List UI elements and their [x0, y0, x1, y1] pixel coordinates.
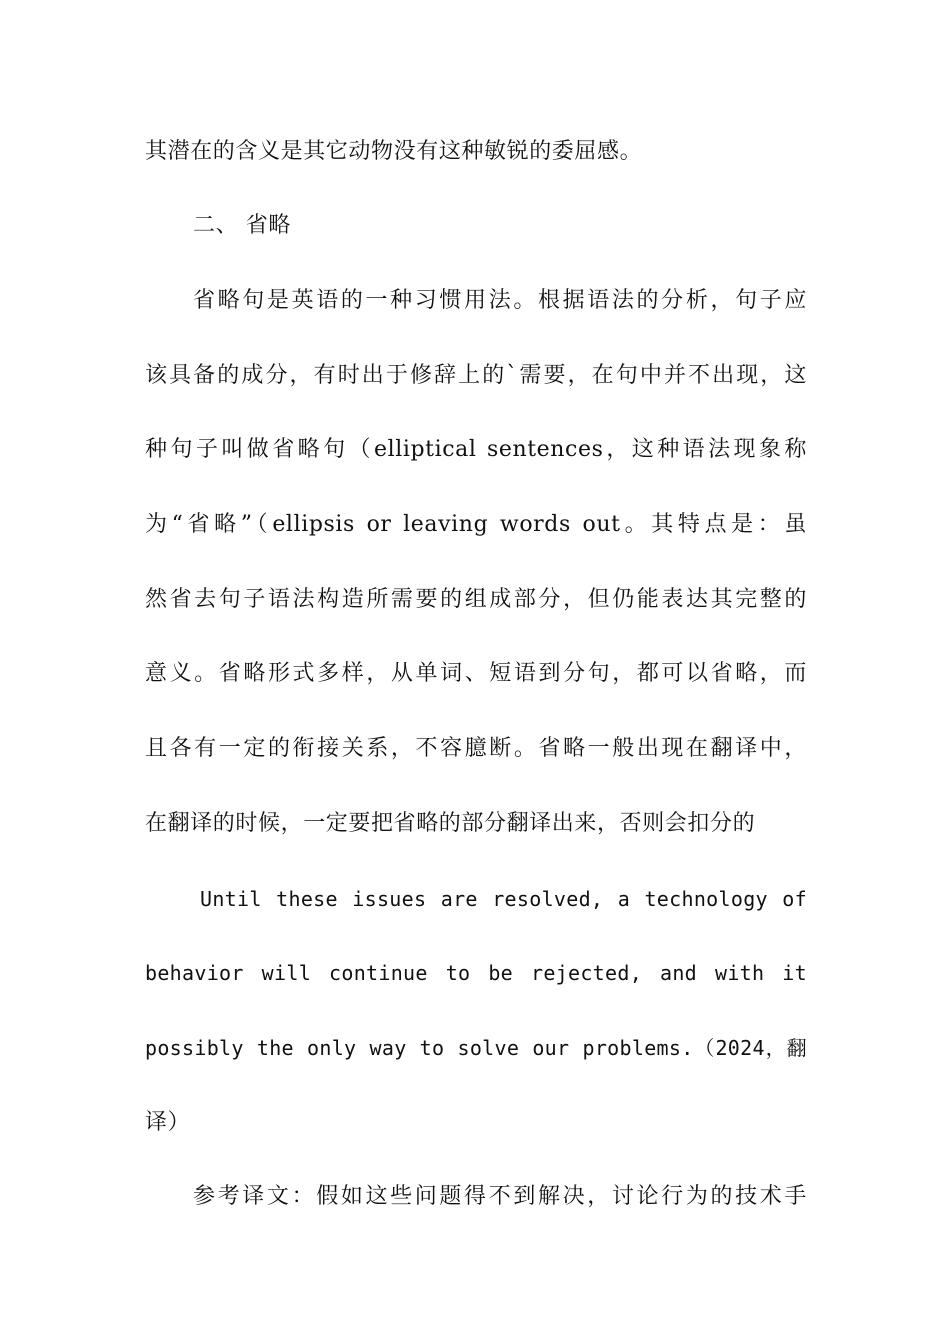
reference-translation-line: 参考译文：假如这些问题得不到解决，讨论行为的技术手	[193, 1184, 807, 1209]
english-example-line: Until these issues are resolved, a technology of	[200, 887, 807, 911]
paragraph-line: 种句子叫做省略句（elliptical sentences，这种语法现象称	[145, 437, 807, 462]
english-example-line: possibly the only way to solve our problems.（2024，翻	[145, 1036, 807, 1060]
paragraph-line: 该具备的成分，有时出于修辞上的`需要，在句中并不出现，这	[145, 363, 807, 388]
section-heading: 二、 省略	[193, 213, 291, 238]
paragraph-line: 译）	[145, 1110, 191, 1135]
english-example-line: behavior will continue to be rejected, and with it	[145, 961, 807, 985]
paragraph-line: 其潜在的含义是其它动物没有这种敏锐的委屈感。	[145, 139, 643, 164]
paragraph-line: 且各有一定的衔接关系，不容臆断。省略一般出现在翻译中，	[145, 736, 807, 761]
paragraph-line: 意义。省略形式多样，从单词、短语到分句，都可以省略，而	[145, 661, 807, 686]
paragraph-line: 在翻译的时候，一定要把省略的部分翻译出来，否则会扣分的	[145, 811, 756, 836]
paragraph-line: 省略句是英语的一种习惯用法。根据语法的分析，句子应	[193, 288, 807, 313]
paragraph-line: 然省去句子语法构造所需要的组成部分，但仍能表达其完整的	[145, 587, 807, 612]
paragraph-line: 为“省略”（ellipsis or leaving words out。其特点是：虽	[145, 512, 807, 537]
